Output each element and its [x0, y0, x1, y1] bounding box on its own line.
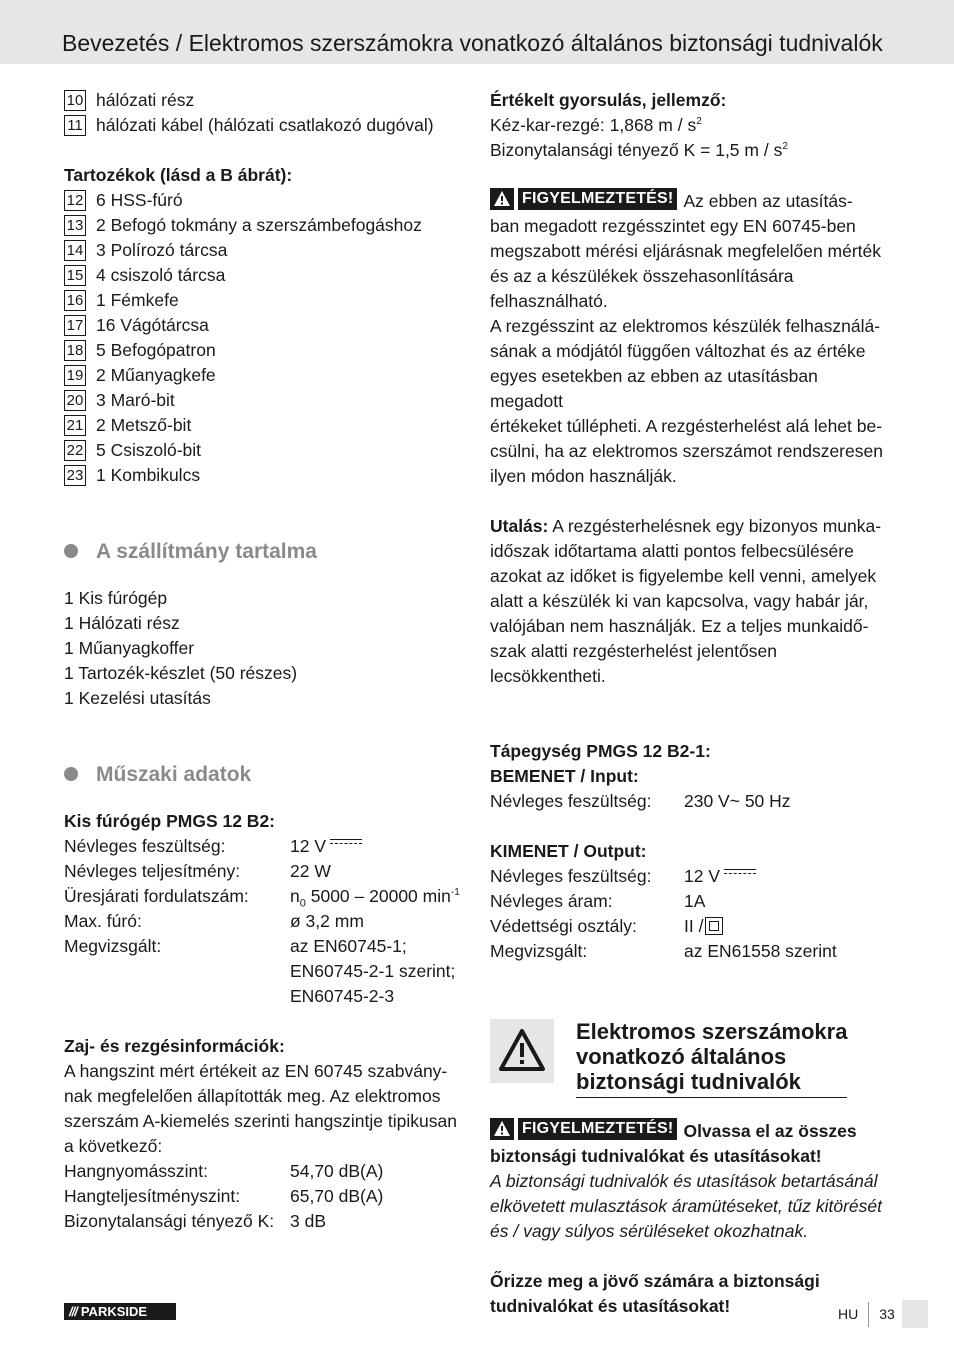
spec-row: Megvizsgált: az EN61558 szerint [490, 941, 837, 961]
right-column [490, 88, 895, 1319]
item-number: 16 [64, 290, 86, 311]
item-number: 17 [64, 315, 86, 336]
spec-row: Névleges feszültség: 12 V [490, 864, 895, 889]
spec-value: ø 3,2 mm [290, 911, 364, 931]
page-number [838, 1302, 895, 1327]
item-label: 2 Befogó tokmány a szerszámbefogáshoz [96, 215, 422, 235]
list-item [64, 338, 464, 363]
device-spec-table [64, 834, 464, 1009]
item-number: 19 [64, 365, 86, 386]
input-title: BEMENET / Input: [490, 766, 639, 786]
bullet-icon [64, 544, 78, 558]
list-item [64, 413, 464, 438]
list-item [64, 88, 464, 113]
item-number: 14 [64, 240, 86, 261]
brand-logo: /// PARKSIDE [64, 1303, 176, 1320]
list-item [64, 113, 464, 138]
item-label: 3 Maró-bit [96, 390, 175, 410]
dc-symbol-icon [724, 869, 756, 878]
spec-row [64, 859, 464, 884]
list-item [64, 438, 464, 463]
item-number: 18 [64, 340, 86, 361]
spec-row [64, 834, 464, 859]
device-title: Kis fúrógép PMGS 12 B2: [64, 811, 276, 831]
item-label: 1 Kombikulcs [96, 465, 201, 485]
accessories-list [64, 188, 464, 488]
spec-row [64, 934, 464, 1009]
vibration-line: Bizonytalansági tényező K = 1,5 m / $s^2$ [490, 140, 788, 160]
warning-badge [490, 188, 683, 210]
noise-text: A hangszint mért értékeit az EN 60745 szabvány- nak megfelelően állapították meg. Az elektromos szerszám A-kiemelés szerinti hangszintje tipikusan a következő: [64, 1061, 457, 1156]
spec-label: Megvizsgált: [64, 936, 162, 956]
list-item [64, 213, 464, 238]
page-tab [902, 1300, 928, 1328]
item-label: 2 Műanyagkefe [96, 365, 216, 385]
item-label: 4 csiszoló tárcsa [96, 265, 226, 285]
warning-block: FIGYELMEZTETÉS! Az ebben az utasítás- ban megadott rezgésszintet egy EN 60745-ben megszabott mérési eljárásnak megfelelően mérték és az a készülékek összehasonlítására felhasználható. A rezgésszint az elektromos készülék felhasználá- sának a módjától függően változhat és az értéke egyes esetekben az ebben az utasításban megadott értékeket túllépheti. A rezgésterhelést alá lehet be- csülni, ha az elektromos szerszámot rendszeresen ilyen módon használják. [490, 190, 883, 486]
warning-triangle-icon [490, 1118, 514, 1140]
item-label: 6 HSS-fúró [96, 190, 183, 210]
list-item: 1 Kis fúrógép [64, 588, 168, 608]
logo-stripes-icon: /// [69, 1304, 77, 1319]
item-number: 10 [64, 90, 86, 111]
warning-triangle-icon [490, 188, 514, 210]
noise-table [64, 1159, 464, 1234]
item-number: 22 [64, 440, 86, 461]
item-label: hálózati rész [96, 90, 195, 110]
item-number: 15 [64, 265, 86, 286]
spec-value: 12 V [290, 834, 362, 859]
item-number: 13 [64, 215, 86, 236]
item-label: 1 Fémkefe [96, 290, 179, 310]
list-item: 1 Kezelési utasítás [64, 688, 211, 708]
spec-row: Névleges áram: 1A [490, 891, 706, 911]
delivery-heading [64, 536, 464, 566]
item-number: 12 [64, 190, 86, 211]
vibration-title: Értékelt gyorsulás, jellemző: [490, 90, 727, 110]
output-table [490, 864, 895, 964]
list-item [64, 388, 464, 413]
noise-title: Zaj- és rezgésinformációk: [64, 1036, 285, 1056]
output-title: KIMENET / Output: [490, 841, 647, 861]
item-label: 16 Vágótárcsa [96, 315, 209, 335]
list-item: 1 Hálózati rész [64, 613, 180, 633]
warning-label: FIGYELMEZTETÉS! [518, 1118, 677, 1140]
item-number: 20 [64, 390, 86, 411]
list-item [64, 313, 464, 338]
spec-row: Névleges feszültség: 230 V~ 50 Hz [490, 791, 791, 811]
protection-class-icon [705, 917, 723, 935]
item-number: 23 [64, 465, 86, 486]
accessories-title: Tartozékok (lásd a B ábrát): [64, 165, 293, 185]
note-label: Utalás: [490, 516, 549, 536]
input-table [490, 789, 895, 814]
item-number: 21 [64, 415, 86, 436]
spec-value: 22 W [290, 861, 331, 881]
safety-heading [490, 1019, 895, 1098]
vibration-line: Kéz-kar-rezgé: 1,868 m / $s^2$ [490, 115, 702, 135]
page-header [0, 0, 954, 64]
spec-label: Max. fúró: [64, 911, 142, 931]
dc-symbol-icon [330, 839, 362, 848]
warning-badge [490, 1118, 683, 1140]
spec-row: Hangnyomásszint: 54,70 dB(A) [64, 1161, 384, 1181]
safety-title: Elektromos szerszámokra vonatkozó általános biztonsági tudnivalók [576, 1019, 847, 1098]
item-label: 5 Csiszoló-bit [96, 440, 202, 460]
safety-warning: FIGYELMEZTETÉS! Olvassa el az összes biztonsági tudnivalókat és utasításokat! A biztonsági tudnivalók és utasítások betartásánál elkövetett mulasztások áramütéseket, tűz kitörését és / vagy súlyos sérüléseket okozhatnak. [490, 1120, 882, 1241]
item-label: hálózati kábel (hálózati csatlakozó dugóval) [96, 115, 434, 135]
item-label: 5 Befogópatron [96, 340, 216, 360]
note-block: Utalás: A rezgésterhelésnek egy bizonyos munka- időszak időtartama alatti pontos felbecsülésére azokat az időket is figyelembe kell venni, amelyek alatt a készülék ki van kapcsolva, vagy habár jár, valójában nem használják. Ez a teljes munkaidő- szak alatti rezgésterhelést jelentősen lecsökkentheti. [490, 516, 882, 686]
technical-heading [64, 759, 464, 789]
list-item: 1 Tartozék-készlet (50 részes) [64, 663, 298, 683]
spec-value: az EN60745-1; EN60745-2-1 szerint; EN60745-2-3 [290, 936, 456, 1006]
item-label: 2 Metsző-bit [96, 415, 192, 435]
power-unit-title: Tápegység PMGS 12 B2-1: [490, 741, 711, 761]
spec-row: Védettségi osztály: II / [490, 914, 895, 939]
list-item: 1 Műanyagkoffer [64, 638, 195, 658]
page-title: Bevezetés / Elektromos szerszámokra vonatkozó általános biztonsági tudnivalók [62, 30, 883, 56]
parts-list [64, 88, 464, 138]
list-item [64, 363, 464, 388]
list-item [64, 188, 464, 213]
spec-label: Üresjárati fordulatszám: [64, 886, 249, 906]
spec-label: Névleges feszültség: [64, 836, 226, 856]
list-item [64, 263, 464, 288]
left-column [64, 88, 464, 1234]
spec-row: Hangteljesítményszint: 65,70 dB(A) [64, 1186, 384, 1206]
spec-value: $n_0$ 5000 – 20000 $\min^{-1}$ [290, 886, 460, 910]
list-item [64, 463, 464, 488]
warning-label: FIGYELMEZTETÉS! [518, 188, 677, 210]
keep-instructions: Őrizze meg a jövő számára a biztonsági tudnivalókat és utasításokat! [490, 1271, 820, 1316]
spec-row: Bizonytalansági tényező K: 3 dB [64, 1211, 326, 1231]
list-item [64, 288, 464, 313]
list-item [64, 238, 464, 263]
bullet-icon [64, 767, 78, 781]
spec-row [64, 884, 464, 909]
item-label: 3 Polírozó tárcsa [96, 240, 228, 260]
warning-sign-icon [490, 1019, 554, 1083]
delivery-title: A szállítmány tartalma [96, 539, 317, 563]
delivery-list [64, 586, 464, 711]
spec-row [64, 909, 464, 934]
spec-label: Névleges teljesítmény: [64, 861, 241, 881]
technical-title: Műszaki adatok [96, 762, 252, 786]
language-code: HU [838, 1306, 859, 1322]
page-number-value: 33 [879, 1306, 895, 1322]
item-number: 11 [64, 115, 86, 136]
